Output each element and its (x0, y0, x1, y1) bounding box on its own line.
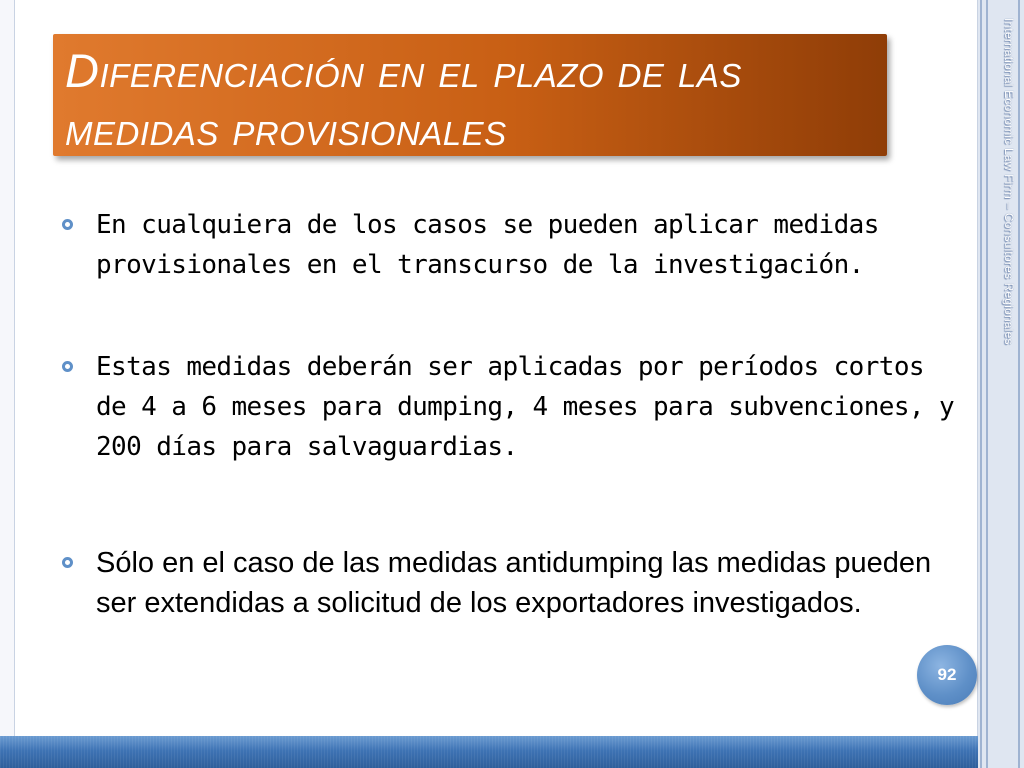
circle-bullet-icon (62, 361, 73, 372)
circle-bullet-icon (62, 557, 73, 568)
right-side-band (978, 0, 1024, 768)
bullet-text: Sólo en el caso de las medidas antidumping las medidas pueden ser extendidas a solicitud de los exportadores investigados. (96, 547, 932, 619)
side-caption: International Economic Law Firm – Consultores Regionales (1002, 18, 1016, 345)
bottom-bar (0, 736, 978, 768)
circle-bullet-icon (62, 219, 73, 230)
bottom-bar-texture (0, 736, 978, 768)
title-box (53, 34, 887, 156)
page-number: 92 (937, 665, 957, 684)
decorative-line (986, 0, 988, 768)
bullet-text: Estas medidas deberán ser aplicadas por períodos cortos de 4 a 6 meses para dumping, 4 meses para subvenciones, y 200 días para salvaguardias. (96, 352, 955, 462)
page-number-badge (917, 645, 977, 705)
bullet-text: En cualquiera de los casos se pueden aplicar medidas provisionales en el transcurso de la investigación. (96, 210, 879, 280)
slide-title: Diferenciación en el plazo de las medidas provisionales (65, 44, 742, 155)
decorative-line (1018, 0, 1020, 768)
decorative-line (980, 0, 982, 768)
